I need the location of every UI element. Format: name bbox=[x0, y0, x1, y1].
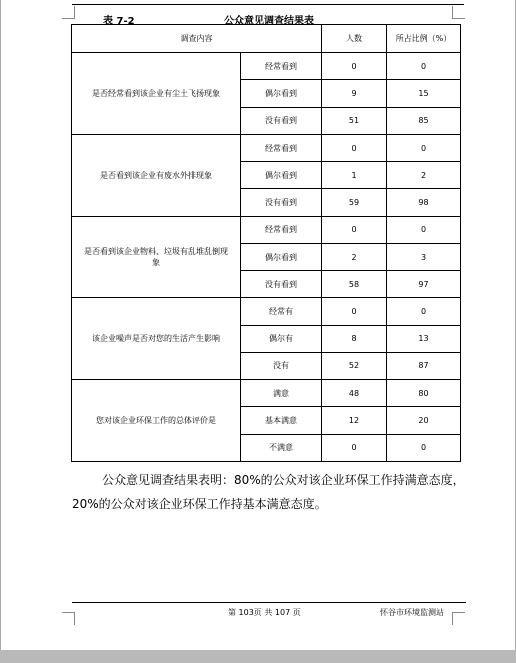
count-cell: 9 bbox=[322, 80, 387, 107]
table-row bbox=[72, 216, 461, 243]
percent-cell: 87 bbox=[387, 352, 461, 379]
crop-mark-bottom-left bbox=[62, 612, 75, 625]
header-survey-content: 调查内容 bbox=[72, 25, 322, 53]
percent-cell: 0 bbox=[387, 434, 461, 461]
percent-cell: 85 bbox=[387, 107, 461, 134]
question-cell: 您对该企业环保工作的总体评价是 bbox=[72, 380, 241, 462]
percent-cell: 0 bbox=[387, 53, 461, 80]
crop-mark-bottom-right bbox=[452, 612, 465, 625]
count-cell: 51 bbox=[322, 107, 387, 134]
percent-cell: 80 bbox=[387, 380, 461, 407]
percent-cell: 20 bbox=[387, 407, 461, 434]
viewer-bottom-bar bbox=[0, 650, 516, 663]
crop-mark-top-right bbox=[452, 6, 465, 19]
question-cell: 是否看到该企业有废水外排现象 bbox=[72, 134, 241, 216]
percent-cell: 13 bbox=[387, 325, 461, 352]
option-cell: 经常有 bbox=[241, 298, 322, 325]
option-cell: 偶尔看到 bbox=[241, 243, 322, 270]
percent-cell: 0 bbox=[387, 134, 461, 161]
table-row bbox=[72, 380, 461, 407]
option-cell: 偶尔有 bbox=[241, 325, 322, 352]
option-cell: 没有 bbox=[241, 352, 322, 379]
percent-cell: 0 bbox=[387, 216, 461, 243]
option-cell: 偶尔看到 bbox=[241, 162, 322, 189]
option-cell: 没有看到 bbox=[241, 271, 322, 298]
percent-cell: 15 bbox=[387, 80, 461, 107]
count-cell: 0 bbox=[322, 134, 387, 161]
conclusion-paragraph: 公众意见调查结果表明：80%的公众对该企业环保工作持满意态度，20%的公众对该企业环保工作持基本满意态度。 bbox=[72, 473, 465, 511]
table-row bbox=[72, 298, 461, 325]
count-cell: 8 bbox=[322, 325, 387, 352]
count-cell: 59 bbox=[322, 189, 387, 216]
option-cell: 经常看到 bbox=[241, 134, 322, 161]
crop-mark-top-left bbox=[62, 6, 75, 19]
table-row bbox=[72, 134, 461, 161]
count-cell: 0 bbox=[322, 216, 387, 243]
option-cell: 没有看到 bbox=[241, 189, 322, 216]
question-cell: 是否经常看到该企业有尘土飞扬现象 bbox=[72, 53, 241, 135]
percent-cell: 0 bbox=[387, 298, 461, 325]
header-rule bbox=[72, 0, 464, 5]
count-cell: 58 bbox=[322, 271, 387, 298]
option-cell: 满意 bbox=[241, 380, 322, 407]
table-title: 公众意见调查结果表 bbox=[224, 16, 314, 27]
header-percent: 所占比例（%） bbox=[387, 25, 461, 53]
option-cell: 经常看到 bbox=[241, 216, 322, 243]
option-cell: 基本满意 bbox=[241, 407, 322, 434]
option-cell: 不满意 bbox=[241, 434, 322, 461]
footer-organization: 怀谷市环境监测站 bbox=[380, 608, 444, 617]
count-cell: 12 bbox=[322, 407, 387, 434]
percent-cell: 98 bbox=[387, 189, 461, 216]
question-cell: 该企业噪声是否对您的生活产生影响 bbox=[72, 298, 241, 380]
table-header-row bbox=[72, 25, 461, 53]
option-cell: 经常看到 bbox=[241, 53, 322, 80]
option-cell: 没有看到 bbox=[241, 107, 322, 134]
question-cell: 是否看到该企业物料、垃圾有乱堆乱倒现象 bbox=[72, 216, 241, 298]
option-cell: 偶尔看到 bbox=[241, 80, 322, 107]
count-cell: 0 bbox=[322, 298, 387, 325]
table-number: 表 7-2 bbox=[103, 16, 135, 27]
count-cell: 0 bbox=[322, 434, 387, 461]
header-count: 人数 bbox=[322, 25, 387, 53]
table-row bbox=[72, 53, 461, 80]
footer-rule bbox=[72, 602, 466, 603]
percent-cell: 3 bbox=[387, 243, 461, 270]
page-edge-left bbox=[0, 0, 1, 663]
survey-table bbox=[71, 24, 461, 462]
count-cell: 1 bbox=[322, 162, 387, 189]
percent-cell: 2 bbox=[387, 162, 461, 189]
percent-cell: 97 bbox=[387, 271, 461, 298]
count-cell: 0 bbox=[322, 53, 387, 80]
count-cell: 48 bbox=[322, 380, 387, 407]
footer-page-number: 第 103页 共 107 页 bbox=[228, 608, 301, 617]
count-cell: 2 bbox=[322, 243, 387, 270]
count-cell: 52 bbox=[322, 352, 387, 379]
